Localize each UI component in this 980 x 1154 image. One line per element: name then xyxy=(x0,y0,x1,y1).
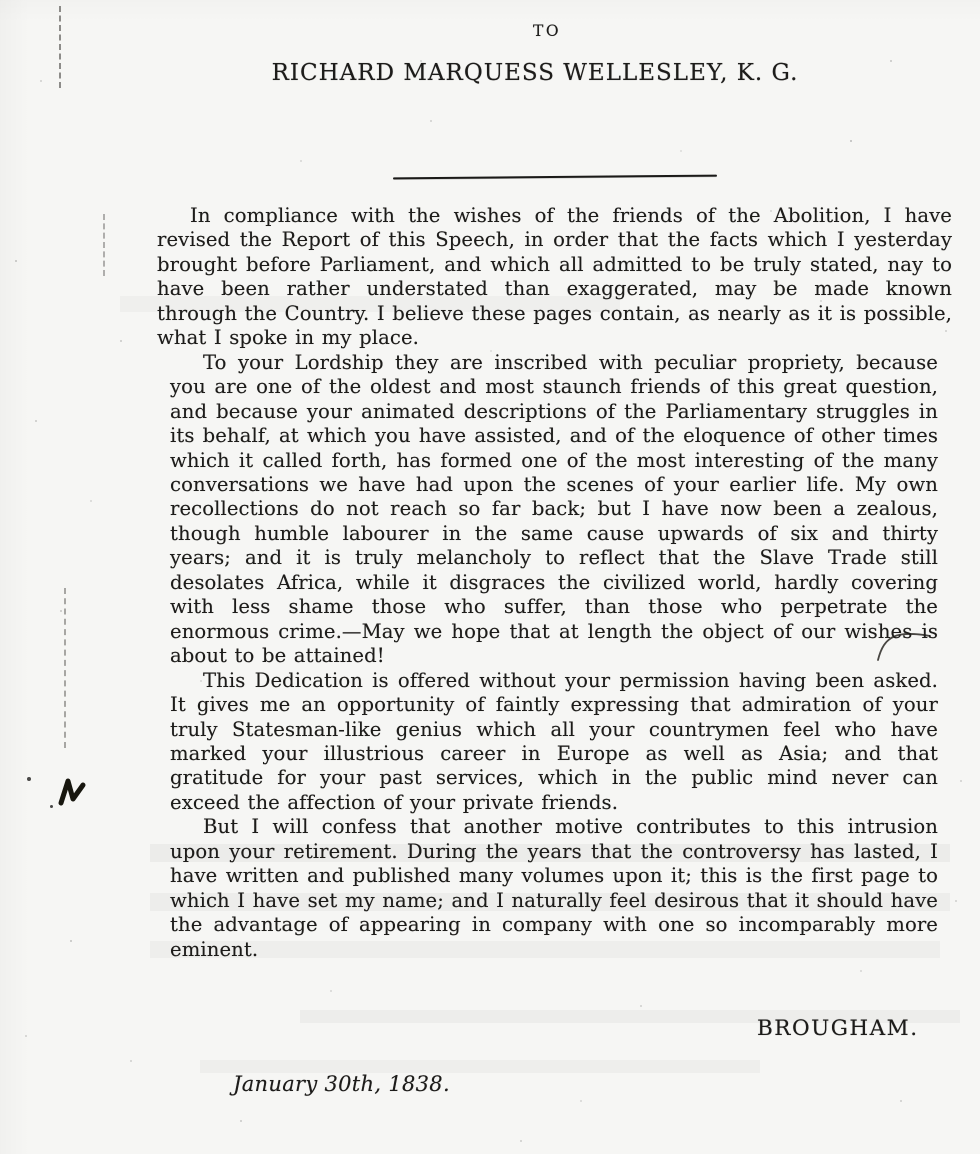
scan-fold-line-artifact xyxy=(64,588,66,748)
scan-margin-mark-artifact xyxy=(103,214,105,276)
salutation: TO xyxy=(532,22,562,40)
date-line: January 30th, 1838. xyxy=(233,1072,450,1096)
dedication-paragraph-4: But I will confess that another motive contributes to this intrusion upon your retirement. During the years that the controversy has lasted, I have written and published many volumes upon it; this is the first page to which I have set my name; and I naturally feel desirous that it should have the advantage of appearing in company with one so incomparably more eminent. xyxy=(170,815,938,961)
divider-rule xyxy=(393,175,717,180)
ink-blot-mark xyxy=(54,772,90,810)
dedication-paragraph-3: This Dedication is offered without your permission having been asked. It gives me an opportunity of faintly expressing that admiration of your truly Statesman-like genius which all your countrymen feel who have marked your illustrious career in Europe as well as Asia; and that gratitude for your past services, which in the public mind never can exceed the affection of your private friends. xyxy=(170,668,938,814)
dedication-paragraph-2: To your Lordship they are inscribed with peculiar propriety, because you are one of the oldest and most staunch friends of this great question, and because your animated descriptions of the Parliamentary struggles in its behalf, at which you have assisted, and of the eloquence of other times which it called forth, has formed one of the most interesting of the many conversations we have had upon the scenes of your earlier life. My own recollections do not reach so far back; but I have now been a zealous, though humble labourer in the same cause upwards of six and thirty years; and it is truly melancholy to reflect that the Slave Trade still desolates Africa, while it disgraces the civilized world, hardly covering with less shame those who suffer, than those who perpetrate the enormous crime.—May we hope that at length the object of our wishes is about to be attained! xyxy=(170,350,938,668)
scan-speckle-noise xyxy=(0,0,2,2)
dedication-body xyxy=(157,204,952,962)
dedicatee-title: RICHARD MARQUESS WELLESLEY, K. G. xyxy=(271,60,799,86)
ink-dot-mark xyxy=(50,805,53,808)
signature: BROUGHAM. xyxy=(757,1016,919,1041)
ink-dot-mark xyxy=(27,777,31,781)
scan-fold-line-artifact xyxy=(59,6,61,88)
dedication-paragraph-1: In compliance with the wishes of the friends of the Abolition, I have revised the Report of this Speech, in order that the facts which I yesterday brought before Parliament, and which all admitted to be truly stated, nay to have been rather understated than exaggerated, may be made known through the Country. I believe these pages contain, as nearly as it is possible, what I spoke in my place. xyxy=(157,204,952,350)
